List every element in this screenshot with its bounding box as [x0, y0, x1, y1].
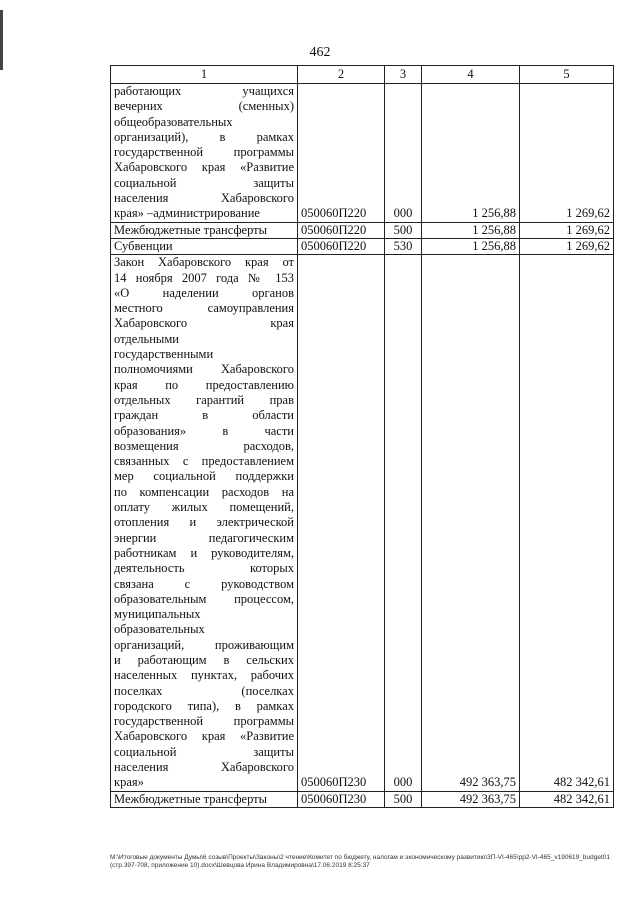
- target-code: 050060П220: [298, 84, 385, 223]
- description-line: общеобразовательных: [114, 114, 233, 129]
- budget-table-body: [111, 66, 614, 808]
- description-line: Межбюджетные трансферты: [114, 791, 268, 806]
- description-line: возмещения расходов,: [114, 438, 294, 453]
- row-description: [111, 84, 298, 223]
- amount-2021: 1 269,62: [520, 238, 614, 254]
- header-cell: 3: [385, 66, 422, 84]
- amount-2020: 1 256,88: [422, 238, 520, 254]
- description-line: отдельными: [114, 331, 179, 346]
- amount-2021: 482 342,61: [520, 255, 614, 791]
- header-cell: 2: [298, 66, 385, 84]
- header-cell: 1: [111, 66, 298, 84]
- description-line: поселках (поселках: [114, 683, 294, 698]
- target-code: 050060П220: [298, 238, 385, 254]
- description-line: государственной программы: [114, 714, 294, 729]
- table-row: [111, 84, 614, 223]
- budget-table: [110, 65, 614, 808]
- table-row: [111, 791, 614, 807]
- table-row: [111, 238, 614, 254]
- expense-type: 000: [385, 255, 422, 791]
- description-line: Хабаровского края: [114, 316, 294, 331]
- description-line: образования» в части: [114, 423, 294, 438]
- row-description: [111, 791, 298, 807]
- description-line: населенных пунктах, рабочих: [114, 668, 294, 683]
- table-row: [111, 222, 614, 238]
- description-line: населения Хабаровского: [114, 760, 294, 775]
- description-line: населения Хабаровского: [114, 191, 294, 206]
- description-line: мер социальной поддержки: [114, 469, 294, 484]
- description-line: отдельных гарантий прав: [114, 392, 294, 407]
- description-line: организаций), в рамках: [114, 129, 294, 144]
- description-line: Межбюджетные трансферты: [114, 222, 268, 237]
- description-line: образовательным процессом,: [114, 591, 294, 606]
- amount-2021: 1 269,62: [520, 84, 614, 223]
- description-line: связанных с предоставлением: [114, 454, 294, 469]
- description-line: по компенсации расходов на: [114, 484, 294, 499]
- description-line: местного самоуправления: [114, 301, 294, 316]
- description-line: муниципальных: [114, 607, 201, 622]
- description-line: образовательных: [114, 622, 205, 637]
- description-line: полномочиями Хабаровского: [114, 362, 294, 377]
- description-line: социальной защиты: [114, 744, 294, 759]
- description-line: государственной программы: [114, 145, 294, 160]
- target-code: 050060П230: [298, 255, 385, 791]
- description-line: оплату жилых помещений,: [114, 500, 294, 515]
- description-line: Закон Хабаровского края от: [114, 255, 294, 270]
- description-line: деятельность которых: [114, 561, 294, 576]
- description-line: граждан в области: [114, 408, 294, 423]
- amount-2020: 1 256,88: [422, 84, 520, 223]
- description-line: Хабаровского края «Развитие: [114, 729, 294, 744]
- description-line: края» –администрирование: [114, 206, 260, 221]
- description-line: городского типа), в рамках: [114, 698, 294, 713]
- footer-file-path: M:\Итоговые документы Думы\6 созыв\Проекты\Законы\2 чтение\Комитет по бюджету, налогам и экономическому развитию\3П-VI-465\pp2-VI-465_v190619_budget01 (стр.397-708, приложение 10).docx\Шевцова Ирина Владимировна\17.06.2019 8:25:37: [110, 854, 611, 869]
- amount-2021: 482 342,61: [520, 791, 614, 807]
- amount-2020: 492 363,75: [422, 255, 520, 791]
- row-description: [111, 238, 298, 254]
- table-header-row: [111, 66, 614, 84]
- description-line: государственными: [114, 347, 214, 362]
- expense-type: 500: [385, 791, 422, 807]
- description-line: работающих учащихся: [114, 84, 294, 98]
- description-line: отопления и электрической: [114, 515, 294, 530]
- amount-2020: 1 256,88: [422, 222, 520, 238]
- table-row: [111, 255, 614, 791]
- expense-type: 530: [385, 238, 422, 254]
- row-description: [111, 222, 298, 238]
- description-line: вечерних (сменных): [114, 99, 294, 114]
- page-edge-mark: [0, 10, 3, 70]
- description-line: края по предоставлению: [114, 377, 294, 392]
- header-cell: 5: [520, 66, 614, 84]
- expense-type: 000: [385, 84, 422, 223]
- header-cell: 4: [422, 66, 520, 84]
- description-line: энергии педагогическим: [114, 530, 294, 545]
- description-line: работникам и руководителям,: [114, 545, 294, 560]
- page-number: 462: [309, 45, 331, 60]
- description-line: Субвенции: [114, 238, 173, 253]
- row-description: [111, 255, 298, 791]
- description-line: края»: [114, 775, 144, 790]
- description-line: «О наделении органов: [114, 285, 294, 300]
- description-line: связана с руководством: [114, 576, 294, 591]
- description-line: организаций, проживающим: [114, 637, 294, 652]
- description-line: 14 ноября 2007 года № 153: [114, 270, 294, 285]
- description-line: социальной защиты: [114, 175, 294, 190]
- expense-type: 500: [385, 222, 422, 238]
- amount-2020: 492 363,75: [422, 791, 520, 807]
- description-line: Хабаровского края «Развитие: [114, 160, 294, 175]
- target-code: 050060П230: [298, 791, 385, 807]
- target-code: 050060П220: [298, 222, 385, 238]
- amount-2021: 1 269,62: [520, 222, 614, 238]
- description-line: и работающим в сельских: [114, 652, 294, 667]
